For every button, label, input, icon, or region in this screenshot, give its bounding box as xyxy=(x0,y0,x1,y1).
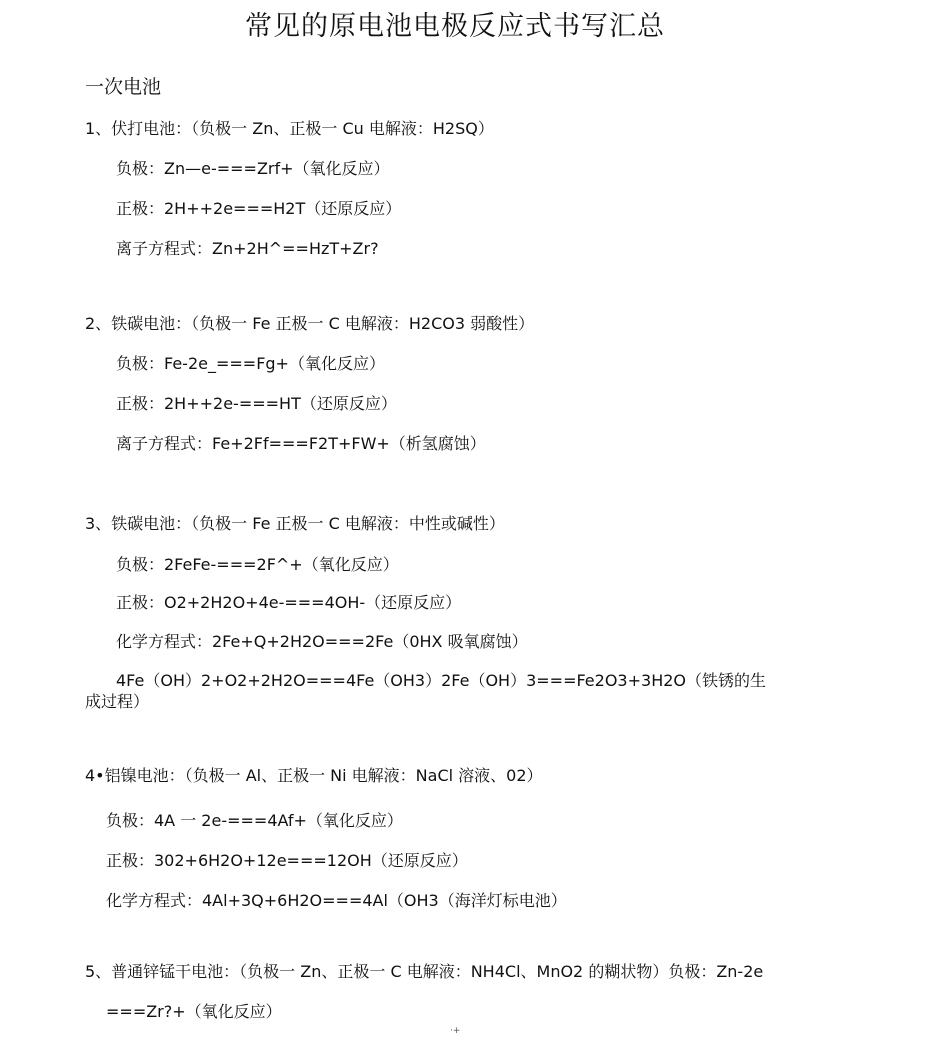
battery-5-header: 5、普通锌锰干电池：（负极一 Zn、正极一 C 电解液：NH4Cl、MnO2 的糊状物）负极：Zn-2e xyxy=(85,962,764,981)
battery-3-header: 3、铁碳电池：（负极一 Fe 正极一 C 电解液：中性或碱性） xyxy=(85,514,505,533)
battery-5-continuation: ===Zr?+（氧化反应） xyxy=(106,1002,282,1021)
battery-4-chemical: 化学方程式：4Al+3Q+6H2O===4Al（OH3（海洋灯标电池） xyxy=(106,891,567,910)
battery-4-positive: 正极：302+6H2O+12e===12OH（还原反应） xyxy=(106,851,468,870)
battery-1-positive: 正极：2H++2e===H2T（还原反应） xyxy=(116,199,402,218)
section-heading: 一次电池 xyxy=(85,76,162,98)
battery-3-extra-line2: 成过程） xyxy=(85,692,150,711)
page-title: 常见的原电池电极反应式书写汇总 xyxy=(245,11,665,42)
battery-2-positive: 正极：2H++2e-===HT（还原反应） xyxy=(116,394,397,413)
battery-1-ionic: 离子方程式：Zn+2H^==HzT+Zr? xyxy=(116,239,379,258)
battery-3-extra-line1: 4Fe（OH）2+O2+2H2O===4Fe（OH3）2Fe（OH）3===Fe2O3+3H2O（铁锈的生 xyxy=(116,671,766,690)
battery-3-negative: 负极：2FeFe-===2F^+（氧化反应） xyxy=(116,555,399,574)
battery-2-header: 2、铁碳电池：（负极一 Fe 正极一 C 电解液：H2CO3 弱酸性） xyxy=(85,314,535,333)
battery-2-ionic: 离子方程式：Fe+2Ff===F2T+FW+（析氢腐蚀） xyxy=(116,434,486,453)
battery-1-negative: 负极：Zn—e-===Zrf+（氧化反应） xyxy=(116,159,390,178)
battery-3-positive: 正极：O2+2H2O+4e-===4OH-（还原反应） xyxy=(116,593,462,612)
battery-2-negative: 负极：Fe-2e_===Fg+（氧化反应） xyxy=(116,354,385,373)
battery-4-negative: 负极：4A 一 2e-===4Af+（氧化反应） xyxy=(106,811,403,830)
footer-mark: ·+ xyxy=(450,1026,461,1036)
battery-3-chemical: 化学方程式：2Fe+Q+2H2O===2Fe（0HX 吸氧腐蚀） xyxy=(116,632,528,651)
battery-1-header: 1、伏打电池：（负极一 Zn、正极一 Cu 电解液：H2SQ） xyxy=(85,119,494,138)
battery-4-header: 4•铝镍电池：（负极一 Al、正极一 Ni 电解液：NaCl 溶液、02） xyxy=(85,766,543,785)
